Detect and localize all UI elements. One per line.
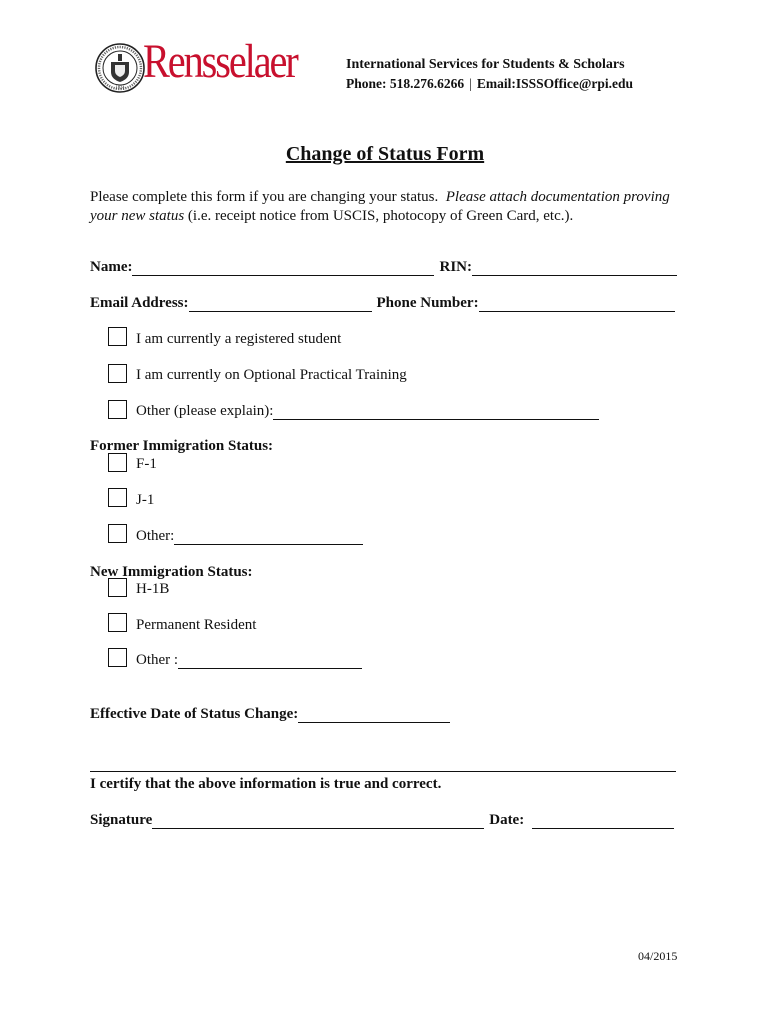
new-other-label: Other :: [136, 652, 179, 668]
option-former-other: [136, 528, 363, 545]
name-input-line[interactable]: [132, 261, 434, 276]
option-registered-student: I am currently a registered student: [136, 331, 342, 347]
option-opt: I am currently on Optional Practical Training: [136, 367, 407, 383]
form-title: Change of Status Form: [285, 143, 485, 165]
checkbox-opt[interactable]: [108, 364, 127, 383]
intro-tail: (i.e. receipt notice from USCIS, photocopy of Green Card, etc.).: [187, 208, 574, 224]
separator: |: [469, 76, 472, 91]
former-status-heading: Former Immigration Status:: [90, 438, 274, 454]
date-label: Date:: [489, 812, 525, 828]
email-input-line[interactable]: [189, 297, 372, 312]
checkbox-new-h1b[interactable]: [108, 578, 127, 597]
name-label: Name:: [90, 259, 133, 275]
date-line[interactable]: [532, 814, 674, 829]
option-new-h1b: H-1B: [136, 581, 170, 597]
form-version-date: 04/2015: [638, 949, 678, 963]
signature-line[interactable]: [152, 814, 484, 829]
option-former-j1: J-1: [136, 492, 155, 508]
checkbox-new-permanent-resident[interactable]: [108, 613, 127, 632]
checkbox-new-other[interactable]: [108, 648, 127, 667]
option-other-explain: [136, 403, 599, 420]
checkbox-former-f1[interactable]: [108, 453, 127, 472]
other-explain-label: Other (please explain):: [136, 403, 274, 419]
university-seal-logo: [95, 43, 145, 93]
office-name: International Services for Students & Scholars: [346, 57, 625, 72]
intro-plain: Please complete this form if you are changing your status.: [90, 189, 439, 205]
checkbox-former-other[interactable]: [108, 524, 127, 543]
option-new-other: [136, 652, 362, 669]
option-new-permanent-resident: Permanent Resident: [136, 617, 257, 633]
effective-date-field[interactable]: [90, 706, 450, 723]
divider-line: [90, 771, 676, 772]
new-other-line[interactable]: [178, 654, 362, 669]
intro-paragraph: [90, 188, 690, 226]
rin-input-line[interactable]: [472, 261, 677, 276]
effective-date-line[interactable]: [298, 708, 450, 723]
contact-info: [346, 76, 633, 92]
intro-italic: Please attach documentation proving your new status: [90, 189, 670, 224]
checkbox-registered-student[interactable]: [108, 327, 127, 346]
rensselaer-wordmark: Rensselaer: [143, 35, 297, 88]
former-other-line[interactable]: [174, 530, 363, 545]
phone-label: Phone Number:: [376, 295, 479, 311]
certification-statement: I certify that the above information is true and correct.: [90, 776, 442, 792]
name-field[interactable]: [90, 259, 677, 276]
other-explain-line[interactable]: [273, 405, 599, 420]
option-former-f1: F-1: [136, 456, 157, 472]
checkbox-other-explain[interactable]: [108, 400, 127, 419]
email-label: Email Address:: [90, 295, 189, 311]
signature-date-field[interactable]: [90, 812, 674, 829]
rin-label: RIN:: [439, 259, 472, 275]
former-other-label: Other:: [136, 528, 175, 544]
svg-text:1824: 1824: [115, 84, 125, 90]
signature-label: Signature: [90, 812, 153, 828]
effective-date-label: Effective Date of Status Change:: [90, 706, 299, 722]
email-text: Email:ISSSOffice@rpi.edu: [476, 76, 634, 91]
phone-text: Phone: 518.276.6266: [346, 76, 465, 91]
new-status-heading: New Immigration Status:: [90, 564, 253, 580]
phone-input-line[interactable]: [479, 297, 675, 312]
checkbox-former-j1[interactable]: [108, 488, 127, 507]
email-phone-field[interactable]: [90, 295, 675, 312]
